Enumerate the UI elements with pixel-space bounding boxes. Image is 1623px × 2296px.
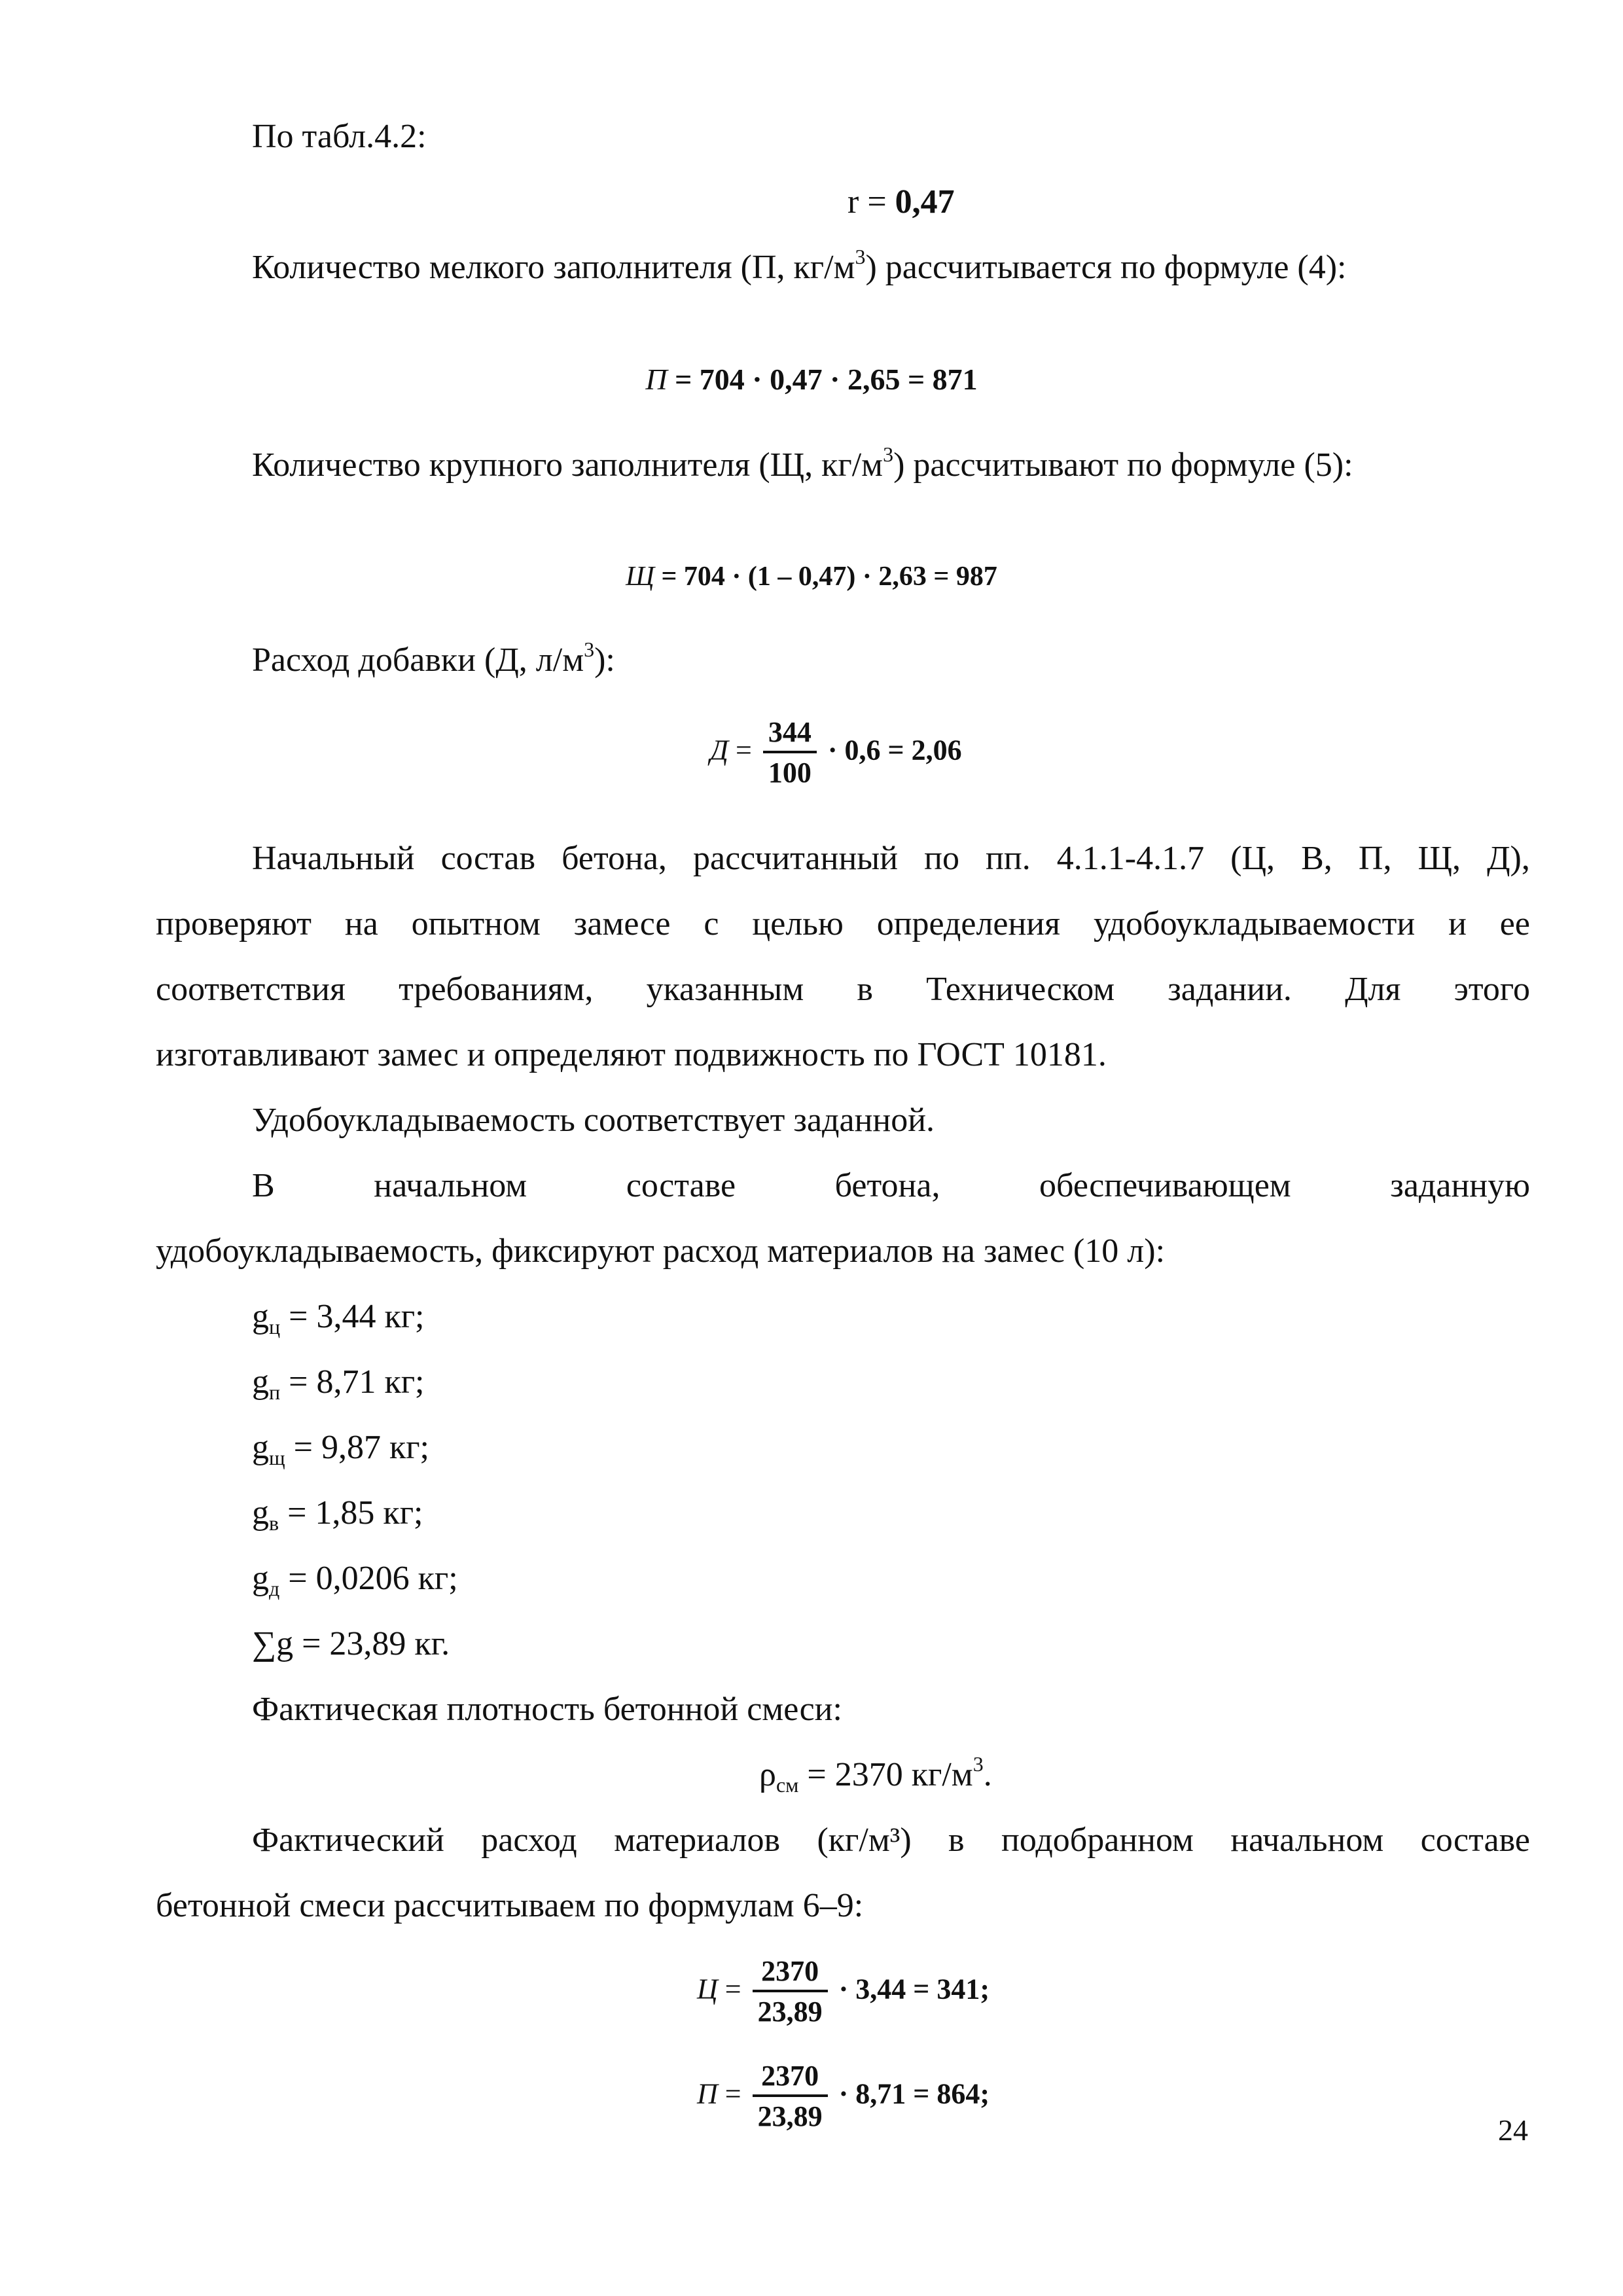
- g-water: [252, 1494, 423, 1535]
- word: опытном: [411, 905, 541, 942]
- r-eq-value: 0,47: [895, 183, 955, 221]
- g-base: g: [252, 1560, 269, 1597]
- g-sub: щ: [269, 1446, 285, 1469]
- intro-line: [252, 118, 427, 155]
- g-sand: [252, 1363, 425, 1404]
- word: задании.: [1168, 971, 1292, 1008]
- word: в: [948, 1821, 965, 1859]
- word: указанным: [646, 971, 804, 1008]
- gravel-intro-b: ) рассчитывают по формуле (5):: [893, 446, 1353, 484]
- para3-last-text: удобоукладываемость, фиксируют расход материалов на замес (10 л):: [156, 1232, 1166, 1270]
- sand-final-eq-symbol: П: [697, 2077, 718, 2110]
- density-intro-text: Фактическая плотность бетонной смеси:: [252, 1691, 842, 1728]
- sand-intro-b: ) рассчитывается по формуле (4):: [865, 249, 1347, 286]
- para1-line4: [156, 1036, 1107, 1073]
- word: рассчитанный: [693, 840, 899, 877]
- word: этого: [1454, 971, 1530, 1008]
- sand-final-fraction: [753, 2060, 828, 2133]
- gravel-eq-symbol: Щ: [626, 562, 654, 592]
- cement-eq-sign: =: [717, 1973, 741, 2005]
- sand-eq-rest: = 704 · 0,47 · 2,65 = 871: [667, 363, 978, 396]
- word: составе: [1420, 1821, 1530, 1859]
- para4-last-text: бетонной смеси рассчитываем по формулам 6–9:: [156, 1887, 864, 1924]
- word: соответствия: [156, 971, 346, 1008]
- para1-last-text: изготавливают замес и определяют подвижность по ГОСТ 10181.: [156, 1036, 1107, 1073]
- sand-final-equation: [697, 2060, 990, 2133]
- r-eq-lhs: r =: [847, 183, 895, 221]
- para4-line2: [156, 1887, 863, 1924]
- g-base: g: [252, 1494, 269, 1532]
- word: по: [924, 840, 959, 877]
- word: составе: [626, 1167, 736, 1204]
- word: начальном: [374, 1167, 527, 1204]
- word: заданную: [1390, 1167, 1530, 1204]
- para1-line2: [156, 905, 1530, 942]
- additive-fraction: [763, 717, 817, 789]
- cement-denominator: 23,89: [757, 1996, 823, 2028]
- g-base: g: [252, 1298, 269, 1335]
- g-base: g: [252, 1429, 269, 1466]
- additive-intro: [252, 637, 615, 679]
- additive-equation: [710, 717, 962, 789]
- additive-eq-sign: =: [728, 734, 752, 766]
- word: материалов: [614, 1821, 781, 1859]
- para2-text: Удобоукладываемость соответствует заданной.: [252, 1102, 935, 1139]
- g-sum: [252, 1625, 450, 1662]
- additive-intro-sup: 3: [584, 637, 595, 661]
- word: с: [704, 905, 719, 942]
- intro-text: По табл.4.2:: [252, 118, 427, 155]
- cement-numerator: 2370: [753, 1956, 828, 1992]
- cement-fraction: [753, 1956, 828, 2028]
- para1-line1: [252, 840, 1530, 877]
- word: подобранном: [1001, 1821, 1194, 1859]
- page-number: 24: [1498, 2113, 1528, 2147]
- additive-eq-symbol: Д: [710, 734, 728, 766]
- word: Начальный: [252, 840, 415, 877]
- word: ее: [1499, 905, 1530, 942]
- word: Д),: [1487, 840, 1530, 877]
- g-sub: п: [269, 1380, 281, 1404]
- para3-line2: [156, 1232, 1165, 1270]
- sand-final-eq-rest: · 8,71 = 864;: [838, 2077, 990, 2110]
- gravel-intro-sup: 3: [883, 442, 894, 466]
- sand-final-denominator: 23,89: [757, 2100, 823, 2133]
- word: Фактический: [252, 1821, 444, 1859]
- additive-intro-a: Расход добавки (Д, л/м: [252, 641, 584, 679]
- word: целью: [752, 905, 844, 942]
- para1-line3: [156, 971, 1530, 1008]
- additive-denominator: 100: [768, 757, 812, 789]
- sand-final-numerator: 2370: [753, 2060, 828, 2097]
- density-sub: см: [776, 1773, 799, 1797]
- word: обеспечивающем: [1039, 1167, 1291, 1204]
- g-value: = 3,44 кг;: [280, 1298, 425, 1335]
- gravel-intro-a: Количество крупного заполнителя (Щ, кг/м: [252, 446, 883, 484]
- word: расход: [481, 1821, 577, 1859]
- g-value: = 1,85 кг;: [279, 1494, 423, 1532]
- cement-equation: [697, 1956, 990, 2028]
- additive-intro-b: ):: [594, 641, 615, 679]
- word: Для: [1345, 971, 1401, 1008]
- word: бетона,: [834, 1167, 940, 1204]
- word: удобоукладываемости: [1093, 905, 1416, 942]
- density-intro: [252, 1691, 842, 1728]
- g-sub: д: [269, 1577, 280, 1600]
- word: состав: [440, 840, 536, 877]
- sand-intro-sup: 3: [855, 245, 866, 268]
- word: и: [1448, 905, 1467, 942]
- sand-final-eq-sign: =: [717, 2077, 741, 2110]
- sand-equation: [0, 363, 1623, 397]
- sand-intro: [252, 245, 1347, 286]
- r-equation: [847, 183, 955, 221]
- gravel-equation: [0, 562, 1623, 592]
- density-value: = 2370 кг/м: [798, 1756, 973, 1793]
- density-end: .: [983, 1756, 992, 1793]
- word: (Ц,: [1230, 840, 1275, 877]
- density-sup: 3: [972, 1752, 984, 1776]
- g-sum-text: ∑g = 23,89 кг.: [252, 1625, 450, 1662]
- word: В: [252, 1167, 275, 1204]
- word: требованиям,: [399, 971, 594, 1008]
- word: на: [344, 905, 378, 942]
- word: П,: [1358, 840, 1392, 877]
- para4-line1: [252, 1821, 1530, 1859]
- g-base: g: [252, 1363, 269, 1401]
- density-base: ρ: [759, 1756, 776, 1793]
- word: проверяют: [156, 905, 312, 942]
- density-equation: [759, 1752, 992, 1797]
- additive-numerator: 344: [763, 717, 817, 753]
- g-value: = 0,0206 кг;: [279, 1560, 458, 1597]
- cement-eq-rest: · 3,44 = 341;: [838, 1973, 990, 2005]
- para3-line1: [252, 1167, 1530, 1204]
- word: В,: [1301, 840, 1332, 877]
- word: Щ,: [1418, 840, 1461, 877]
- word: начальном: [1230, 1821, 1384, 1859]
- g-gravel: [252, 1429, 430, 1469]
- g-cement: [252, 1298, 425, 1338]
- sand-eq-symbol: П: [645, 363, 668, 396]
- g-additive: [252, 1560, 458, 1600]
- g-sub: в: [269, 1511, 279, 1535]
- additive-eq-rest: · 0,6 = 2,06: [827, 734, 962, 766]
- word: Техническом: [926, 971, 1115, 1008]
- g-value: = 9,87 кг;: [285, 1429, 430, 1466]
- word: 4.1.1-4.1.7: [1056, 840, 1205, 877]
- sand-intro-a: Количество мелкого заполнителя (П, кг/м: [252, 249, 855, 286]
- word: бетона,: [562, 840, 667, 877]
- cement-eq-symbol: Ц: [697, 1973, 718, 2005]
- word: замесе: [573, 905, 671, 942]
- g-sub: ц: [269, 1315, 281, 1338]
- word: пп.: [986, 840, 1031, 877]
- gravel-intro: [252, 442, 1353, 484]
- para2: [252, 1102, 935, 1139]
- word: (кг/м³): [817, 1821, 912, 1859]
- word: в: [857, 971, 873, 1008]
- gravel-eq-rest: = 704 · (1 – 0,47) · 2,63 = 987: [654, 562, 997, 592]
- g-value: = 8,71 кг;: [280, 1363, 425, 1401]
- word: определения: [876, 905, 1061, 942]
